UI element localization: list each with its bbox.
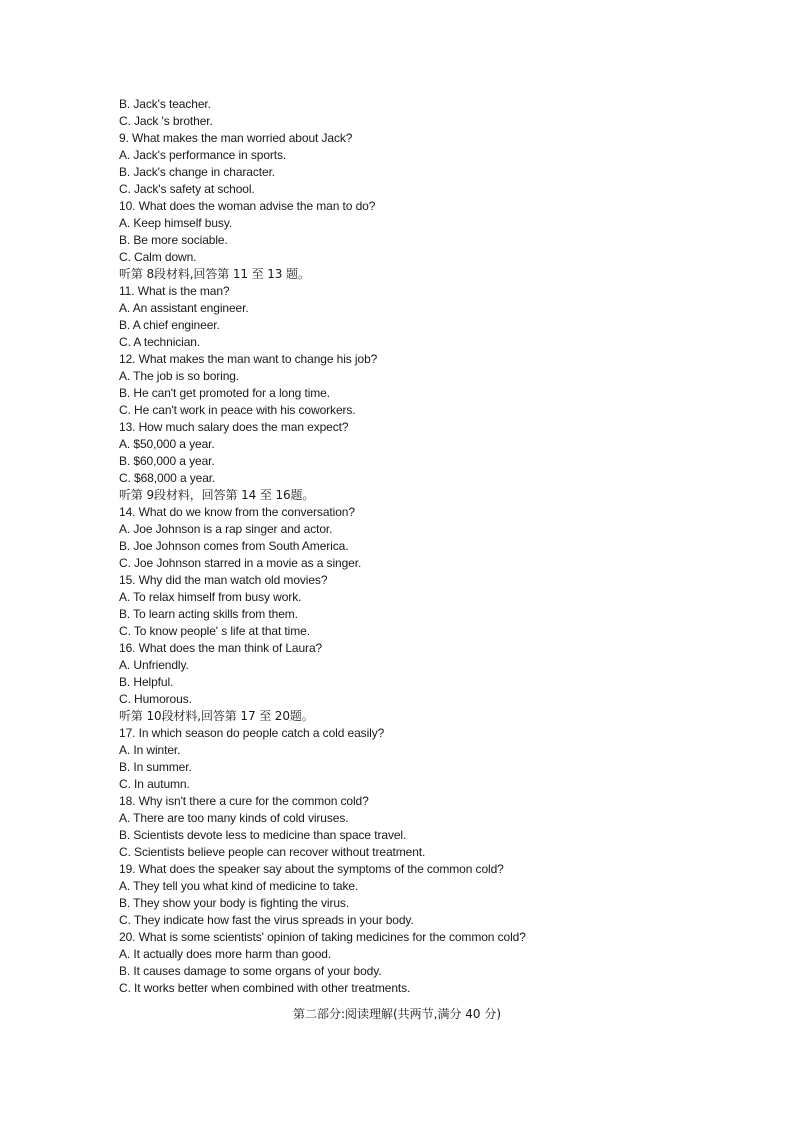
answer-option: B. Joe Johnson comes from South America. [119,539,349,553]
question-text: 14. What do we know from the conversation? [119,505,355,519]
answer-option: B. Scientists devote less to medicine than space travel. [119,828,407,842]
answer-option: C. $68,000 a year. [119,471,216,485]
answer-option: B. He can't get promoted for a long time. [119,386,330,400]
answer-option: A. To relax himself from busy work. [119,590,302,604]
question-text: 15. Why did the man watch old movies? [119,573,328,587]
question-text: 16. What does the man think of Laura? [119,641,323,655]
answer-option: A. Joe Johnson is a rap singer and actor. [119,522,333,536]
answer-option: B. In summer. [119,760,192,774]
question-text: 19. What does the speaker say about the symptoms of the common cold? [119,862,504,876]
answer-option: B. $60,000 a year. [119,454,215,468]
answer-option: B. It causes damage to some organs of your body. [119,964,382,978]
section-instruction: 听第 8段材料,回答第 11 至 13 题。 [119,267,310,281]
answer-option: A. In winter. [119,743,181,757]
section-instruction: 听第 9段材料，回答第 14 至 16题。 [119,488,315,502]
question-list [119,96,719,997]
question-text: 10. What does the woman advise the man to do? [119,199,376,213]
answer-option: C. Joe Johnson starred in a movie as a singer. [119,556,362,570]
answer-option: C. They indicate how fast the virus spreads in your body. [119,913,414,927]
answer-option: B. To learn acting skills from them. [119,607,298,621]
answer-option: C. Humorous. [119,692,192,706]
answer-option: A. There are too many kinds of cold viruses. [119,811,349,825]
answer-option: C. Jack's safety at school. [119,182,255,196]
question-text: 20. What is some scientists' opinion of taking medicines for the common cold? [119,930,526,944]
answer-option: A. $50,000 a year. [119,437,215,451]
answer-option: A. The job is so boring. [119,369,240,383]
question-text: 13. How much salary does the man expect? [119,420,349,434]
answer-option: A. They tell you what kind of medicine to take. [119,879,359,893]
answer-option: B. They show your body is fighting the virus. [119,896,350,910]
answer-option: B. Helpful. [119,675,174,689]
section-instruction: 听第 10段材料,回答第 17 至 20题。 [119,709,314,723]
answer-option: C. Calm down. [119,250,197,264]
answer-option: A. It actually does more harm than good. [119,947,332,961]
answer-option: C. In autumn. [119,777,190,791]
answer-option: C. Scientists believe people can recover without treatment. [119,845,426,859]
answer-option: B. Jack's teacher. [119,97,211,111]
section-heading: 第二部分:阅读理解(共两节,满分 40 分) [292,1007,502,1021]
answer-option: A. Jack's performance in sports. [119,148,287,162]
question-text: 18. Why isn't there a cure for the common cold? [119,794,369,808]
answer-option: B. Jack's change in character. [119,165,276,179]
answer-option: A. Unfriendly. [119,658,189,672]
question-text: 11. What is the man? [119,284,230,298]
answer-option: C. It works better when combined with other treatments. [119,981,411,995]
question-text: 9. What makes the man worried about Jack? [119,131,353,145]
question-text: 12. What makes the man want to change his job? [119,352,378,366]
question-text: 17. In which season do people catch a cold easily? [119,726,385,740]
answer-option: C. To know people' s life at that time. [119,624,310,638]
answer-option: A. Keep himself busy. [119,216,233,230]
answer-option: A. An assistant engineer. [119,301,249,315]
answer-option: B. Be more sociable. [119,233,228,247]
answer-option: B. A chief engineer. [119,318,220,332]
answer-option: C. A technician. [119,335,201,349]
answer-option: C. Jack 's brother. [119,114,213,128]
answer-option: C. He can't work in peace with his coworkers. [119,403,356,417]
